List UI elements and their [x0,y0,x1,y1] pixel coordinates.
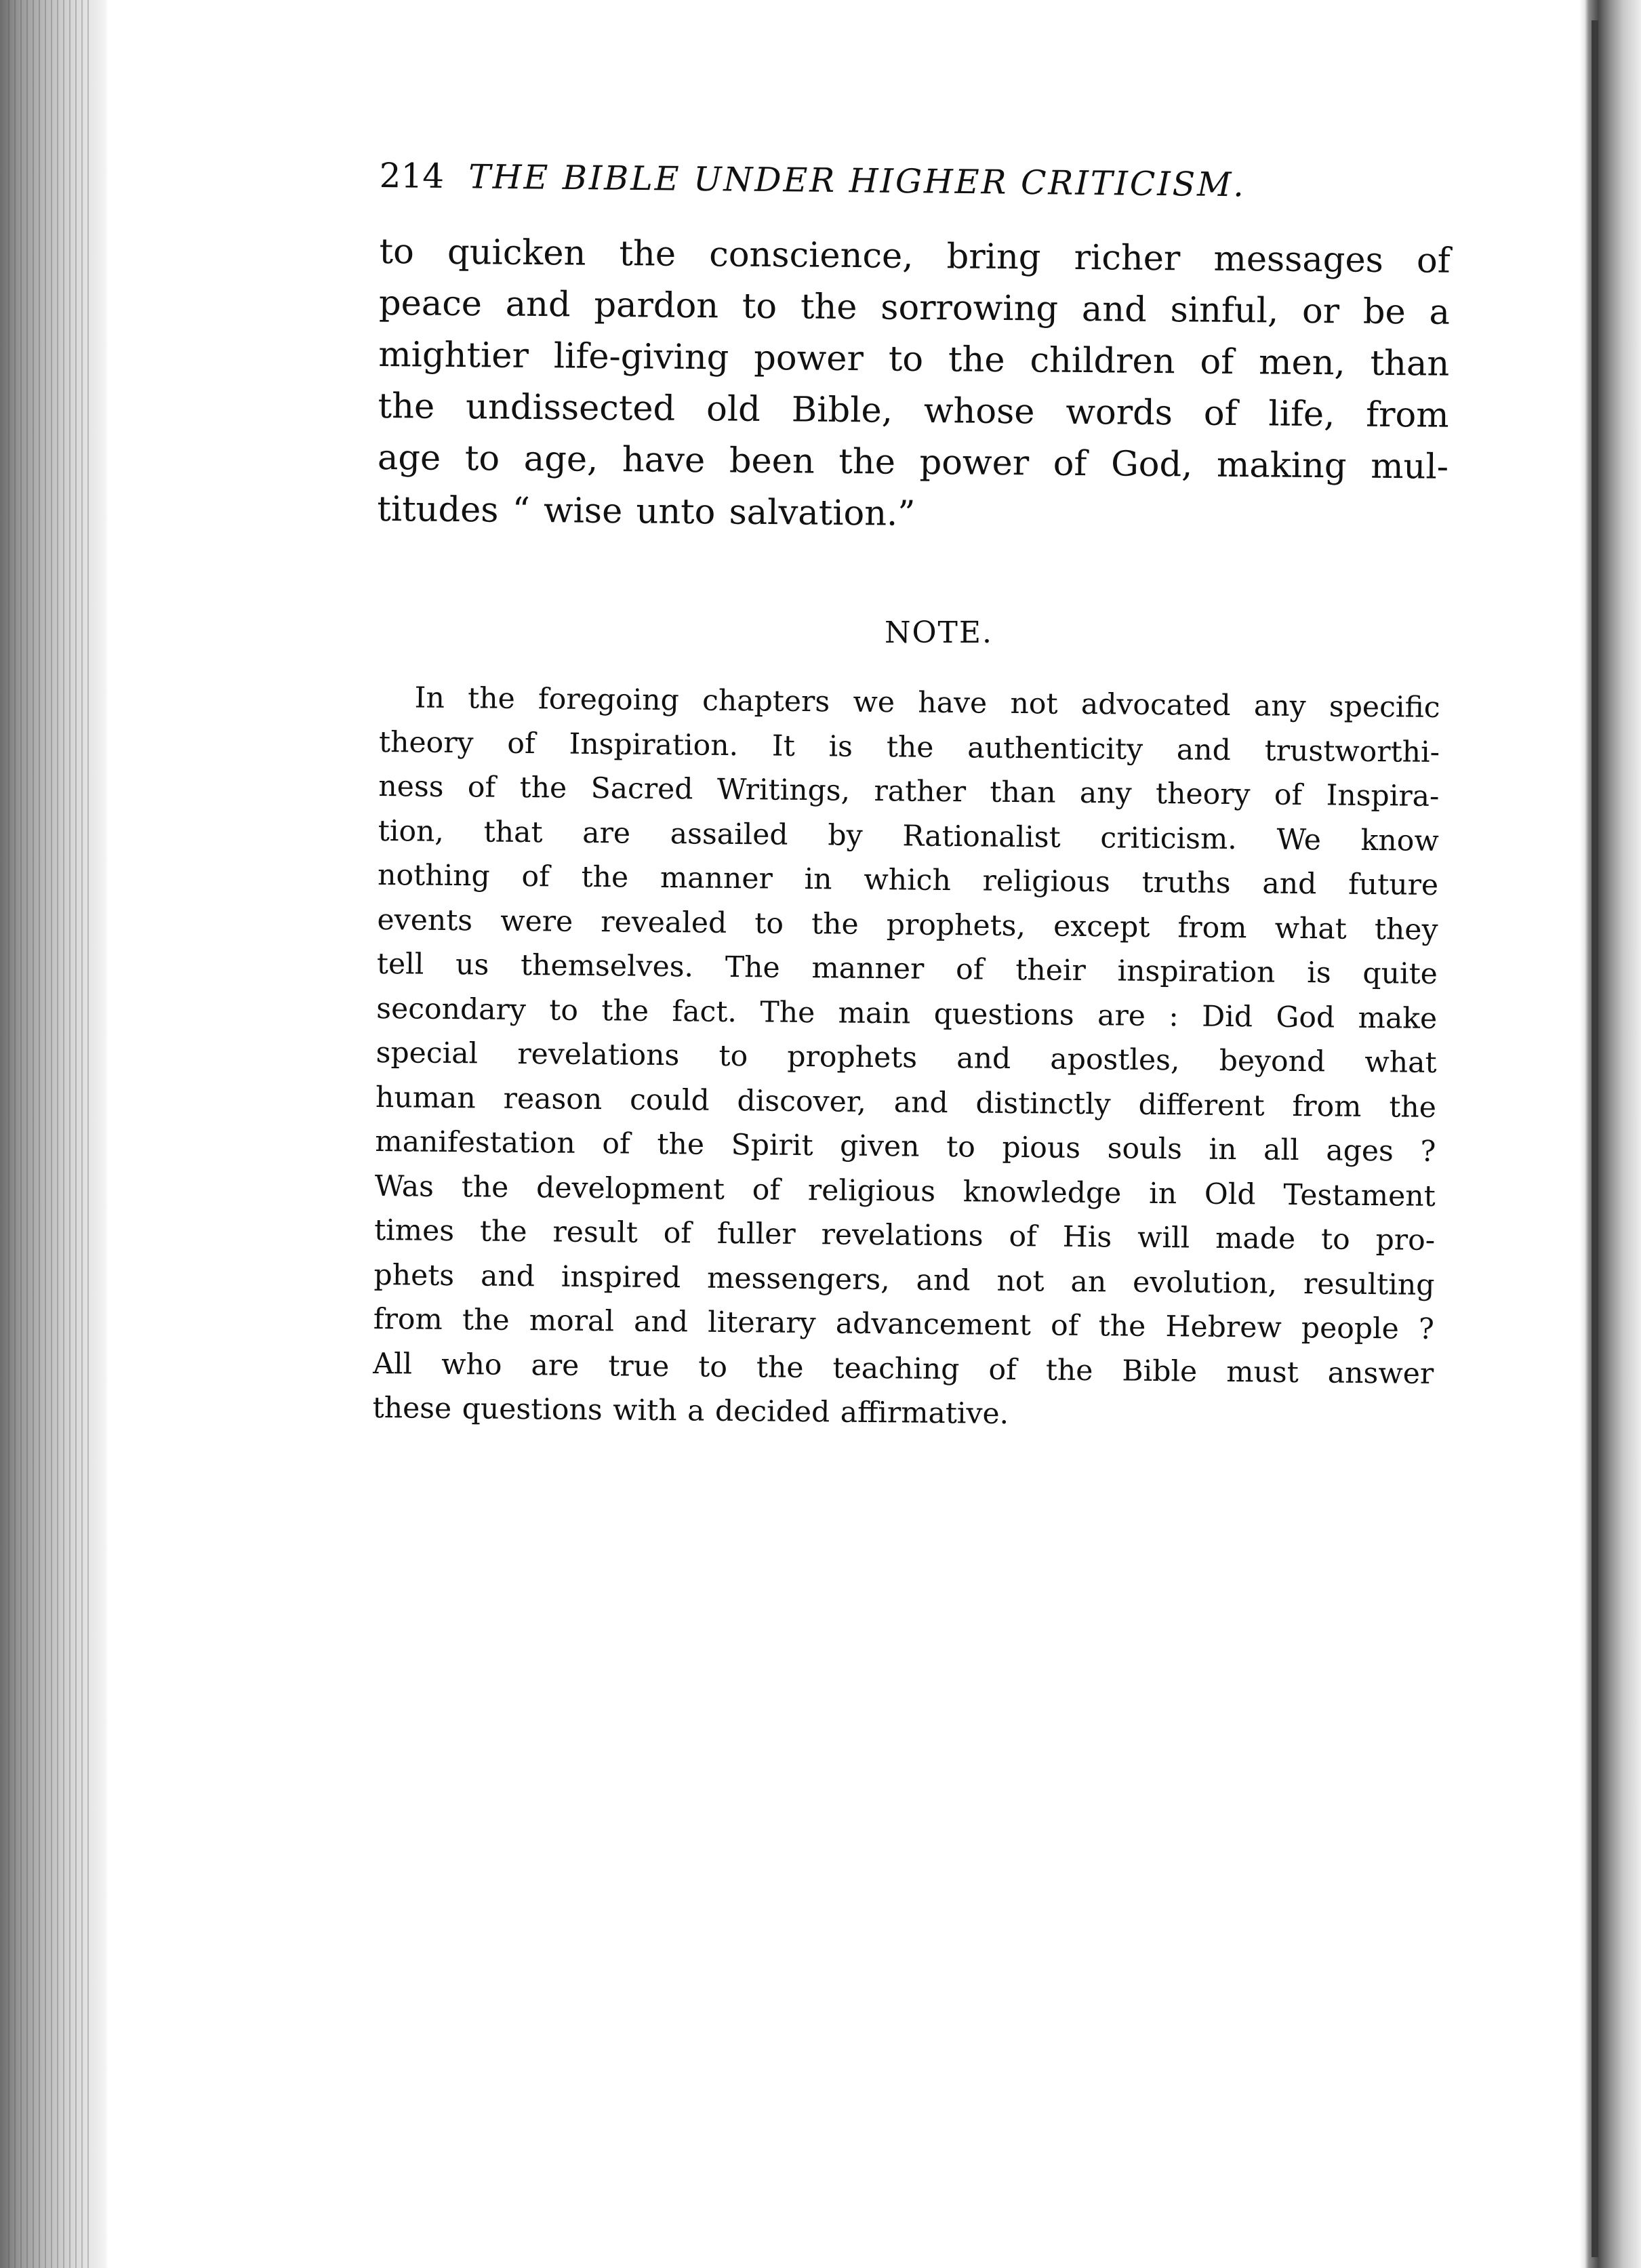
note-line: special revelations to prophets and apostles, beyond what [376,1036,1437,1080]
note-line: nothing of the manner in which religious truths and future [377,858,1439,903]
body-line: to quicken the conscience, bring richer messages of [379,231,1451,281]
running-head [379,156,1451,215]
book-page [372,156,1451,1431]
body-paragraph [377,226,1451,545]
body-line: the undissected old Bible, whose words of life, from [378,386,1449,436]
note-line: theory of Inspiration. It is the authenticity and trustworthi- [378,725,1440,769]
note-line: Was the development of religious knowledge in Old Testament [374,1169,1436,1213]
running-title: THE BIBLE UNDER HIGHER CRITICISM. [468,157,1247,205]
note-line: from the moral and literary advancement of the Hebrew people ? [373,1302,1435,1346]
note-line: manifestation of the Spirit given to pious souls in all ages ? [375,1125,1436,1169]
note-line: phets and inspired messengers, and not an evolution, resulting [373,1258,1435,1302]
body-line: titudes “ wise unto salvation.” [377,489,916,534]
note-line: tell us themselves. The manner of their inspiration is quite [376,947,1438,992]
page-edges-texture [8,0,89,2268]
page-number: 214 [379,156,445,196]
note-line: these questions with a decided affirmative. [372,1391,1009,1431]
note-line: All who are true to the teaching of the Bible must answer [373,1347,1434,1391]
note-line: secondary to the fact. The main questions are : Did God make [376,992,1438,1036]
note-line: In the foregoing chapters we have not advocated any specific [414,681,1440,725]
note-line: times the result of fuller revelations of His will made to pro- [373,1213,1436,1257]
note-line: ness of the Sacred Writings, rather than any theory of Inspira- [378,769,1440,814]
note-paragraph [372,676,1440,1440]
note-line: tion, that are assailed by Rationalist criticism. We know [378,814,1439,858]
body-line: mightier life-giving power to the children of men, than [378,334,1450,384]
right-page-edge [1579,0,1641,2268]
body-line: age to age, have been the power of God, making mul- [377,437,1449,487]
right-edge-shadow [1592,20,1598,2257]
note-heading: NOTE. [884,615,994,650]
note-line: human reason could discover, and distinctly different from the [375,1080,1437,1125]
body-line: peace and pardon to the sorrowing and sinful, or be a [378,283,1451,333]
note-line: events were revealed to the prophets, except from what they [377,903,1438,947]
